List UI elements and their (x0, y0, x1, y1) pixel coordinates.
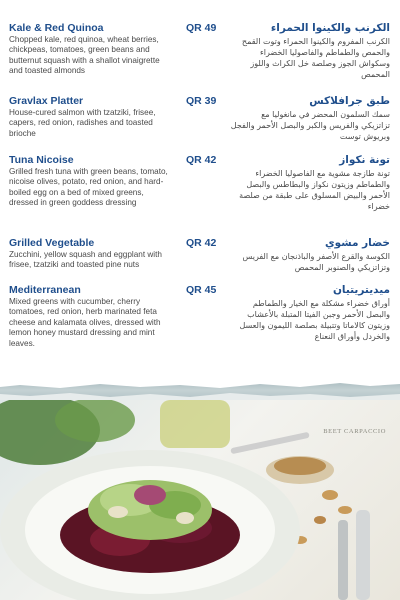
torn-edge-graphic (0, 378, 400, 402)
item-name-en: Grilled Vegetable (9, 237, 95, 249)
item-description-en: Zucchini, yellow squash and eggplant with frisee, tzatziki and toasted pine nuts (9, 250, 162, 270)
item-name-ar: تونة نكواز (339, 154, 390, 166)
item-price: QR 42 (186, 237, 217, 249)
item-name-en: Kale & Red Quinoa (9, 22, 104, 34)
item-price: QR 49 (186, 22, 217, 34)
item-name-ar: ميديتريتيان (332, 284, 390, 296)
item-description-ar: أوراق خضراء مشكلة مع الخيار والطماطم والبصل الأحمر وجبن الفيتا المتبلة بالأعشاب وزيتون كالاماتا وتتبيلة بصلصة الليمون والعسل والخردل وأوراق النعناع (239, 299, 390, 341)
item-description-en: Grilled fresh tuna with green beans, tomato, nicoise olives, potato, red onion, and hard-boiled egg on a bed of mixed greens, dressed in green goddess dressing (9, 167, 168, 208)
item-name-en: Gravlax Platter (9, 95, 84, 107)
item-name-ar: طبق جرافلاكس (309, 95, 390, 107)
item-name-en: Tuna Nicoise (9, 154, 74, 166)
item-price: QR 39 (186, 95, 217, 107)
item-description-ar: تونة طازجة مشوية مع الفاصوليا الخضراء والطماطم وزيتون نكواز والبطاطس والبصل الأحمر والبيض المسلوق على طبقة من صلصة خضراء (239, 169, 390, 211)
item-name-en: Mediterranean (9, 284, 81, 296)
item-description-ar: الكوسة والقرع الأصفر والباذنجان مع الفريس وتزاتزيكي والصنوبر المحمص (242, 252, 390, 272)
item-description-ar: سمك السلمون المحضر في مانغوليا مع تزاتزيكي والفريس والكبر والبصل الأحمر والفجل وبريوش توست (230, 110, 390, 141)
torn-paper-divider (0, 378, 400, 402)
item-price: QR 42 (186, 154, 217, 166)
item-description-en: Chopped kale, red quinoa, wheat berries, chickpeas, tomatoes, green beans and butternut squash with a shallot vinaigrette and toasted almonds (9, 35, 160, 76)
item-description-en: House-cured salmon with tzatziki, frisee, capers, red onion, radishes and toasted brioche (9, 108, 156, 138)
photo-caption: BEET CARPACCIO (323, 428, 386, 435)
item-description-ar: الكرنب المفروم والكينوا الحمراء وتوت القمح والحمص والطماطم والفاصوليا الخضراء وسكواش الجوز وصلصة خل الكراث واللوز المحمص (241, 37, 390, 79)
item-name-ar: خضار مشوي (325, 237, 390, 249)
dish-photo (0, 400, 400, 600)
item-name-ar: الكرنب والكينوا الحمراء (270, 22, 390, 34)
item-price: QR 45 (186, 284, 217, 296)
item-description-en: Mixed greens with cucumber, cherry tomatoes, red onion, herb marinated feta cheese and kalamata olives, dressed with lemon honey mustard dressing and mint leaves. (9, 297, 161, 348)
